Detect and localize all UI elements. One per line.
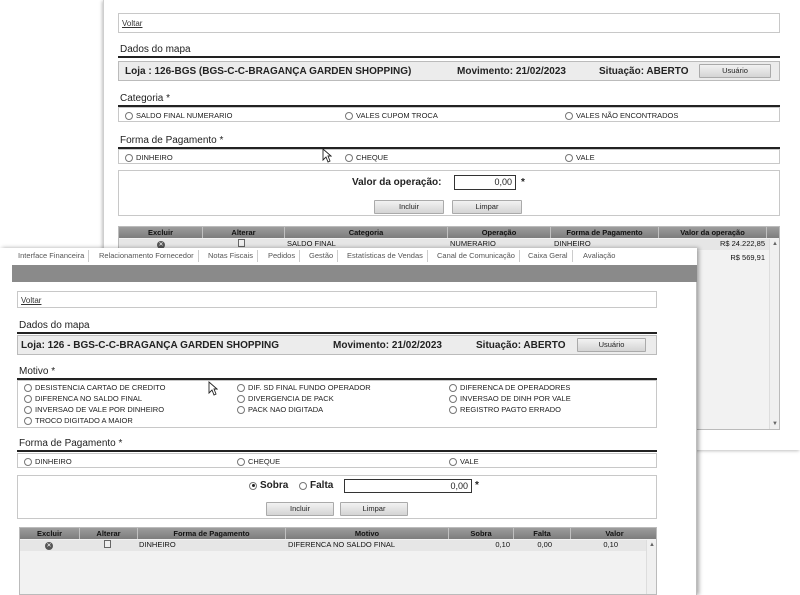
scroll-up-icon[interactable]: ▲ — [772, 241, 778, 247]
pagamento-option-dinheiro[interactable]: DINHEIRO — [125, 153, 173, 162]
radio-icon[interactable] — [237, 406, 245, 414]
motivo-option-desistencia-cartao[interactable]: DESISTENCIA CARTAO DE CREDITO — [24, 383, 165, 392]
mouse-cursor-icon — [322, 148, 332, 163]
lancamentos-grid — [19, 527, 657, 595]
scroll-down-icon[interactable]: ▼ — [772, 421, 778, 427]
cell-pagamento: DINHEIRO — [554, 239, 591, 248]
motivo-option-diferenca-saldo[interactable]: DIFERENCA NO SALDO FINAL — [24, 394, 142, 403]
motivo-option-inversao-vale[interactable]: INVERSAO DE VALE POR DINHEIRO — [24, 405, 164, 414]
col-sobra: Sobra — [449, 528, 514, 539]
pagamento-option-cheque[interactable]: CHEQUE — [345, 153, 388, 162]
radio-icon[interactable] — [565, 112, 573, 120]
back-bar — [118, 13, 780, 33]
tab-estatisticas-vendas[interactable]: Estatísticas de Vendas — [343, 250, 428, 262]
tab-canal-comunicacao[interactable]: Canal de Comunicação — [433, 250, 520, 262]
scroll-up-icon[interactable]: ▲ — [649, 542, 655, 548]
divider — [17, 332, 657, 334]
col-motivo: Motivo — [286, 528, 449, 539]
pagamento-option-dinheiro[interactable]: DINHEIRO — [24, 457, 72, 466]
usuario-button[interactable]: Usuário — [699, 64, 771, 78]
usuario-button[interactable]: Usuário — [577, 338, 646, 352]
radio-icon[interactable] — [345, 112, 353, 120]
radio-icon[interactable] — [24, 406, 32, 414]
col-valor: Valor — [605, 529, 624, 538]
table-row[interactable] — [20, 540, 646, 551]
radio-icon[interactable] — [24, 458, 32, 466]
delete-icon[interactable]: ✕ — [46, 543, 52, 549]
tab-avaliacao[interactable]: Avaliação — [583, 251, 616, 260]
cell-valor: 0,10 — [603, 540, 618, 549]
grid-header — [20, 528, 656, 539]
delete-icon[interactable]: ✕ — [158, 242, 164, 248]
motivo-title: Motivo * — [19, 366, 56, 377]
col-operacao: Operação — [448, 227, 551, 238]
valor-input[interactable]: 0,00 — [454, 175, 516, 190]
radio-icon[interactable] — [24, 384, 32, 392]
pagamento-option-cheque[interactable]: CHEQUE — [237, 457, 280, 466]
radio-icon[interactable] — [565, 154, 573, 162]
cell-categoria: SALDO FINAL — [287, 239, 336, 248]
grid-scrollbar[interactable] — [646, 540, 656, 594]
valor-panel — [118, 170, 780, 216]
edit-icon[interactable] — [104, 540, 111, 550]
info-bar — [118, 61, 780, 81]
limpar-button[interactable]: Limpar — [452, 200, 522, 214]
col-excluir: Excluir — [20, 528, 80, 539]
radio-selected-icon[interactable] — [249, 482, 257, 490]
categoria-option-vales-cupom[interactable]: VALES CUPOM TROCA — [345, 111, 438, 120]
loja-field: Loja : 126-BGS (BGS-C-C-BRAGANÇA GARDEN SHOPPING) — [125, 66, 412, 77]
radio-icon[interactable] — [237, 384, 245, 392]
radio-icon[interactable] — [449, 384, 457, 392]
limpar-button[interactable]: Limpar — [340, 502, 408, 516]
tab-gestao[interactable]: Gestão — [305, 250, 338, 262]
radio-icon[interactable] — [24, 417, 32, 425]
info-bar — [17, 335, 657, 355]
movimento-field: Movimento: 21/02/2023 — [333, 340, 442, 351]
divider — [118, 56, 780, 58]
categoria-option-saldo-final[interactable]: SALDO FINAL NUMERARIO — [125, 111, 232, 120]
categoria-option-vales-nao[interactable]: VALES NÃO ENCONTRADOS — [565, 111, 678, 120]
cell-valor: R$ 569,91 — [730, 253, 765, 262]
tab-notas-fiscais[interactable]: Notas Fiscais — [204, 250, 258, 262]
pagamento-option-vale[interactable]: VALE — [565, 153, 595, 162]
radio-icon[interactable] — [125, 154, 133, 162]
motivo-option-divergencia-pack[interactable]: DIVERGENCIA DE PACK — [237, 394, 334, 403]
incluir-button[interactable]: Incluir — [374, 200, 444, 214]
radio-icon[interactable] — [449, 458, 457, 466]
radio-icon[interactable] — [449, 406, 457, 414]
situacao-field: Situação: ABERTO — [599, 66, 689, 77]
radio-icon[interactable] — [345, 154, 353, 162]
cell-operacao: NUMERARIO — [450, 239, 496, 248]
cell-falta: 0,00 — [537, 540, 552, 549]
back-link[interactable]: Voltar — [122, 19, 143, 28]
tab-caixa-geral[interactable]: Caixa Geral — [524, 250, 573, 262]
col-falta: Falta — [514, 528, 571, 539]
loja-field: Loja: 126 - BGS-C-C-BRAGANÇA GARDEN SHOPPING — [21, 340, 279, 351]
cell-motivo: DIFERENCA NO SALDO FINAL — [288, 540, 396, 549]
col-excluir: Excluir — [119, 227, 203, 238]
col-forma-pagamento: Forma de Pagamento — [138, 528, 286, 539]
situacao-field: Situação: ABERTO — [476, 340, 566, 351]
radio-icon[interactable] — [237, 395, 245, 403]
pagamento-title: Forma de Pagamento * — [120, 135, 224, 146]
back-link[interactable]: Voltar — [21, 296, 42, 305]
pagamento-group — [17, 453, 657, 468]
divider — [17, 450, 657, 452]
tab-interface-financeira[interactable]: Interface Financeira — [14, 250, 89, 262]
pagamento-option-vale[interactable]: VALE — [449, 457, 479, 466]
bottom-window — [0, 248, 697, 595]
col-valor-operacao: Valor da operação — [659, 227, 767, 238]
sobra-falta-panel — [17, 475, 657, 519]
tab-content-bar — [12, 265, 697, 282]
cell-pagamento: DINHEIRO — [139, 540, 176, 549]
categoria-group — [118, 107, 780, 122]
mouse-cursor-icon — [208, 381, 218, 396]
back-bar — [17, 291, 657, 308]
col-alterar: Alterar — [80, 528, 138, 539]
col-alterar: Alterar — [203, 227, 285, 238]
motivo-option-inversao-dinh[interactable]: INVERSAO DE DINH POR VALE — [449, 394, 571, 403]
radio-icon[interactable] — [299, 482, 307, 490]
motivo-option-registro-pagto[interactable]: REGISTRO PAGTO ERRADO — [449, 405, 561, 414]
sobra-option[interactable]: Sobra — [249, 480, 288, 491]
falta-option[interactable]: Falta — [299, 480, 333, 491]
col-forma-pagamento: Forma de Pagamento — [551, 227, 659, 238]
required-mark: * — [521, 177, 525, 188]
main-tabs — [0, 248, 697, 265]
section-dados-title: Dados do mapa — [19, 320, 90, 331]
motivo-option-troco-digitado[interactable]: TROCO DIGITADO A MAIOR — [24, 416, 133, 425]
radio-icon[interactable] — [24, 395, 32, 403]
motivo-option-dif-sd-final[interactable]: DIF. SD FINAL FUNDO OPERADOR — [237, 383, 371, 392]
pagamento-title: Forma de Pagamento * — [19, 438, 123, 449]
movimento-field: Movimento: 21/02/2023 — [457, 66, 566, 77]
grid-header — [119, 227, 779, 238]
motivo-option-pack-nao-digitada[interactable]: PACK NAO DIGITADA — [237, 405, 323, 414]
cell-sobra: 0,10 — [495, 540, 510, 549]
tab-relacionamento-fornecedor[interactable]: Relacionamento Fornecedor — [95, 250, 199, 262]
categoria-title: Categoria * — [120, 93, 171, 104]
motivo-group — [17, 380, 657, 428]
tab-pedidos[interactable]: Pedidos — [264, 250, 300, 262]
radio-icon[interactable] — [237, 458, 245, 466]
section-dados-title: Dados do mapa — [120, 44, 191, 55]
radio-icon[interactable] — [449, 395, 457, 403]
grid-scrollbar[interactable] — [769, 239, 779, 429]
valor-input[interactable]: 0,00 — [344, 479, 472, 493]
cell-valor: R$ 24.222,85 — [719, 239, 765, 248]
incluir-button[interactable]: Incluir — [266, 502, 334, 516]
pagamento-group — [118, 149, 780, 164]
motivo-option-diferenca-operadores[interactable]: DIFERENCA DE OPERADORES — [449, 383, 570, 392]
required-mark: * — [475, 480, 479, 491]
col-categoria: Categoria — [285, 227, 448, 238]
valor-label: Valor da operação: — [352, 177, 442, 188]
radio-icon[interactable] — [125, 112, 133, 120]
